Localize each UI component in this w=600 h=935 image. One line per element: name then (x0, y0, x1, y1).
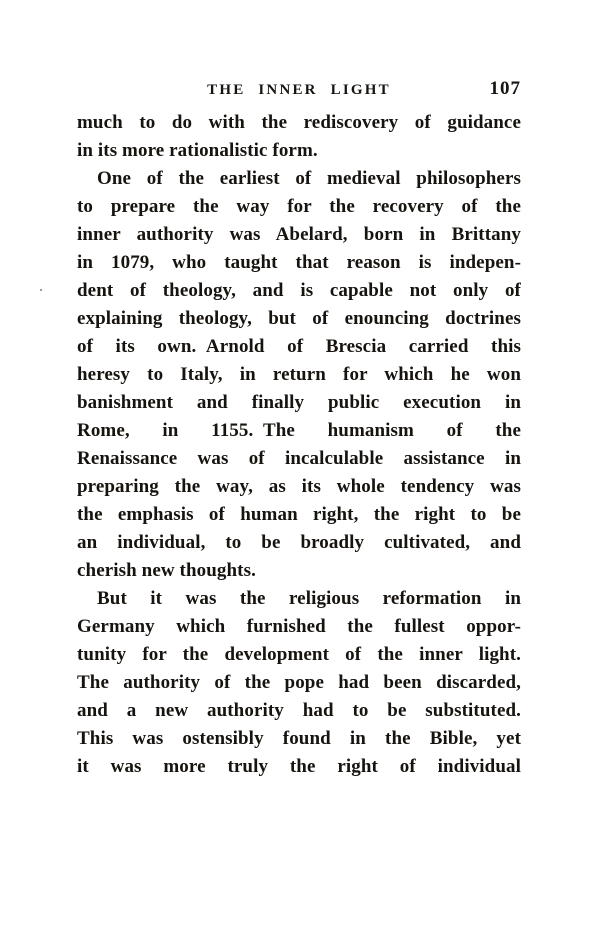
text-line: of its own. Arnold of Brescia carried this (77, 336, 521, 357)
text-line: heresy to Italy, in return for which he won (77, 364, 521, 385)
text-block (77, 109, 521, 781)
text-line: Germany which furnished the fullest oppor- (77, 616, 521, 637)
text-line: explaining theology, but of enouncing doctrines (77, 308, 521, 329)
text-line: inner authority was Abelard, born in Brittany (77, 224, 521, 245)
text-line: and a new authority had to be substituted. (77, 700, 521, 721)
header-title: THE INNER LIGHT (207, 82, 391, 98)
text-line: the emphasis of human right, the right to be (77, 504, 521, 525)
text-line: an individual, to be broadly cultivated, and (77, 532, 521, 553)
text-line: it was more truly the right of individual (77, 756, 521, 777)
text-line: One of the earliest of medieval philosophers (97, 168, 521, 189)
text-line: tunity for the development of the inner light. (77, 644, 521, 665)
text-line: banishment and finally public execution in (77, 392, 521, 413)
text-line: in its more rationalistic form. (77, 140, 318, 161)
text-line: in 1079, who taught that reason is indepen- (77, 252, 521, 273)
text-line: preparing the way, as its whole tendency was (77, 476, 521, 497)
text-line: Renaissance was of incalculable assistance in (77, 448, 521, 469)
text-line: Rome, in 1155. The humanism of the (77, 420, 521, 441)
text-line: to prepare the way for the recovery of the (77, 196, 521, 217)
text-line: cherish new thoughts. (77, 560, 256, 581)
text-line: dent of theology, and is capable not only of (77, 280, 521, 301)
text-line: But it was the religious reformation in (97, 588, 521, 609)
text-line: The authority of the pope had been discarded, (77, 672, 521, 693)
text-line: This was ostensibly found in the Bible, yet (77, 728, 521, 749)
running-header (77, 80, 521, 102)
text-line: much to do with the rediscovery of guidance (77, 112, 521, 133)
page-number: 107 (489, 78, 521, 99)
ink-speck (40, 289, 42, 291)
